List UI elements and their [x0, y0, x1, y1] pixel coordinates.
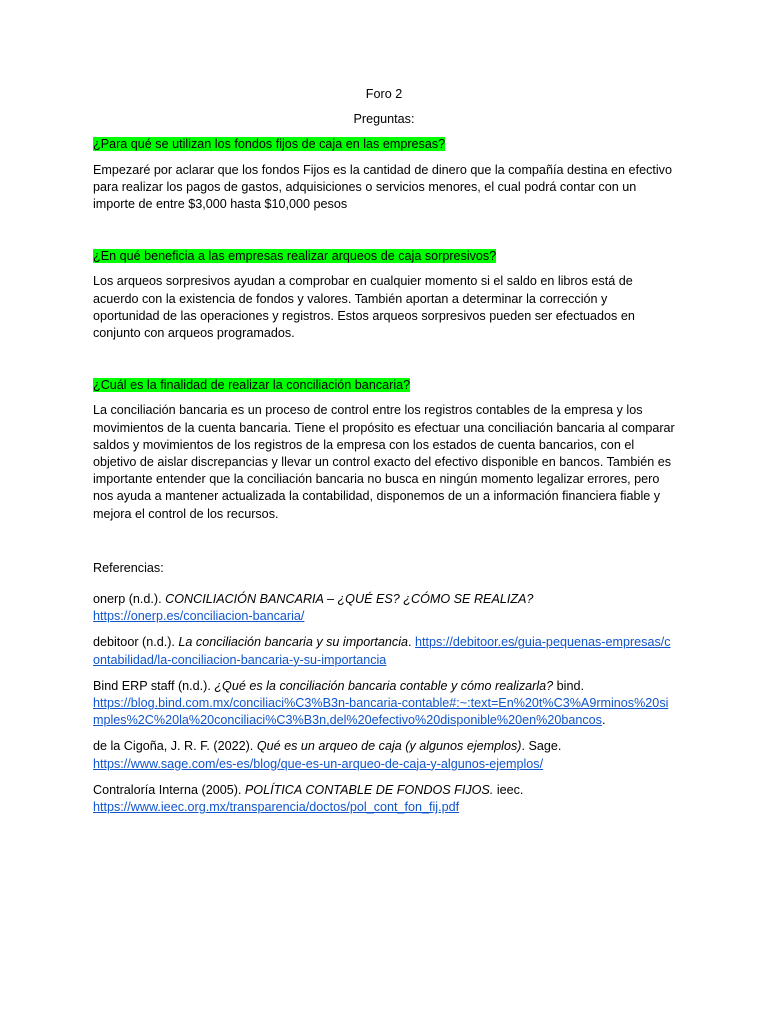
reference-item	[93, 738, 675, 772]
document-subtitle: Preguntas:	[353, 112, 415, 127]
reference-item	[93, 591, 675, 625]
references-heading: Referencias:	[93, 560, 164, 575]
question-1-text: ¿Para qué se utilizan los fondos fijos de caja en las empresas?	[93, 137, 446, 152]
document-title: Foro 2	[365, 87, 403, 101]
question-3	[93, 377, 675, 394]
reference-title: CONCILIACIÓN BANCARIA – ¿QUÉ ES? ¿CÓMO SE REALIZA?	[165, 592, 534, 607]
reference-publisher: bind.	[553, 678, 584, 693]
reference-title: La conciliación bancaria y su importancia	[178, 635, 409, 650]
reference-link[interactable]: https://blog.bind.com.mx/conciliaci%C3%B3n-bancaria-contable#:~:text=En%20t%C3%A9rminos%20simples%2C%20la%20conciliaci%C3%B3n,del%20efectivo%20disponible%20en%20bancos	[93, 696, 669, 728]
question-2-text: ¿En qué beneficia a las empresas realizar arqueos de caja sorpresivos?	[93, 249, 497, 264]
reference-author: de la Cigoña, J. R. F. (2022).	[93, 739, 257, 754]
document-body	[93, 86, 675, 825]
reference-title: Qué es un arqueo de caja (y algunos ejemplos)	[256, 739, 522, 754]
reference-title: ¿Qué es la conciliación bancaria contable y cómo realizarla?	[214, 678, 554, 693]
reference-item	[93, 782, 675, 816]
question-2	[93, 248, 675, 265]
question-1	[93, 136, 675, 153]
reference-tail: .	[601, 713, 606, 728]
answer-3: La conciliación bancaria es un proceso de control entre los registros contables de la empresa y los movimientos de la cuenta bancaria. Tiene el propósito es efectuar una conciliación bancaria al comparar saldos y movimientos de los registros de la empresa con los estados de cuenta bancarios, con el objetivo de aislar discrepancias y llevar un control exacto del efectivo disponible en bancos. También es importante entender que la conciliación bancaria no busca en ningún momento legalizar errores, pero nos ayuda a mantener actualizada la contabilidad, disponemos de un a información financiera fiable y mejora el control de los recursos.	[93, 403, 675, 521]
reference-author: Contraloría Interna (2005).	[93, 782, 245, 797]
reference-publisher: ieec.	[493, 782, 524, 797]
reference-link[interactable]: https://www.ieec.org.mx/transparencia/doctos/pol_cont_fon_fij.pdf	[93, 800, 460, 815]
reference-link[interactable]: https://debitoor.es/guia-pequenas-empresas/contabilidad/la-conciliacion-bancaria-y-su-importancia	[93, 635, 671, 667]
reference-item	[93, 634, 675, 668]
reference-publisher: . Sage.	[521, 739, 562, 754]
reference-link[interactable]: https://www.sage.com/es-es/blog/que-es-un-arqueo-de-caja-y-algunos-ejemplos/	[93, 756, 544, 771]
reference-publisher: .	[408, 635, 416, 650]
answer-1: Empezaré por aclarar que los fondos Fijos es la cantidad de dinero que la compañía destina en efectivo para realizar los pagos de gastos, adquisiciones o servicios menores, el cual podrá contar con un importe de entre $3,000 hasta $10,000 pesos	[93, 162, 672, 212]
answer-2: Los arqueos sorpresivos ayudan a comprobar en cualquier momento si el saldo en libros está de acuerdo con la existencia de fondos y valores. También aportan a determinar la corrección y oportunidad de las operaciones y registros. Estos arqueos sorpresivos pueden ser efectuados en conjunto con arqueos programados.	[93, 274, 635, 341]
reference-author: onerp (n.d.).	[93, 592, 166, 607]
question-3-text: ¿Cuál es la finalidad de realizar la conciliación bancaria?	[93, 378, 411, 393]
reference-author: Bind ERP staff (n.d.).	[93, 678, 215, 693]
reference-title: POLÍTICA CONTABLE DE FONDOS FIJOS.	[244, 782, 494, 797]
reference-item	[93, 678, 675, 730]
reference-link[interactable]: https://onerp.es/conciliacion-bancaria/	[93, 609, 305, 624]
reference-author: debitoor (n.d.).	[93, 635, 179, 650]
